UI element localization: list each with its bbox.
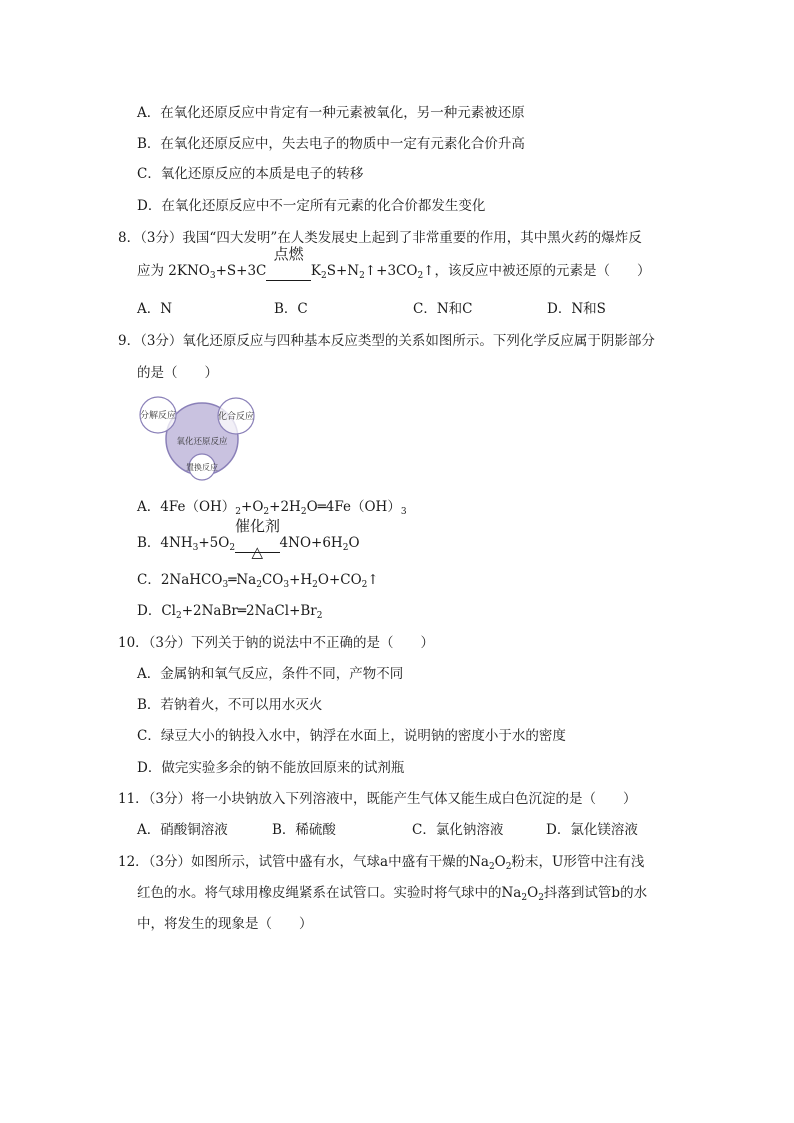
q10-option-b: B．若钠着火，不可以用水灭火 <box>137 697 323 713</box>
q12-stem-line3: 中，将发生的现象是（ ） <box>137 916 313 932</box>
q8-stem-line1: 8．（3分）我国“四大发明”在人类发展史上起到了非常重要的作用，其中黑火药的爆炸反 <box>118 230 642 246</box>
q9-option-b-condition: 催化剂 △ <box>235 517 281 561</box>
q11-stem: 11．（3分）将一小块钠放入下列溶液中，既能产生气体又能生成白色沉淀的是（ ） <box>118 791 637 807</box>
q9-option-a: A．$4Fe(OH)_2+O_2+2H_2O═4Fe(OH)_3$ <box>137 499 407 517</box>
combination-label: 化合反应 <box>217 412 255 422</box>
q7-option-a: A．在氧化还原反应中肯定有一种元素被氧化，另一种元素被还原 <box>137 105 525 121</box>
q7-option-c: C．氧化还原反应的本质是电子的转移 <box>137 166 364 182</box>
venn-diagram <box>138 388 256 484</box>
q12-stem-line2: 红色的水。将气球用橡皮绳紧系在试管口。实验时将气球中的$Na_2O_2$抖落到试管b的水 <box>137 885 648 903</box>
q10-option-d: D．做完实验多余的钠不能放回原来的试剂瓶 <box>137 760 405 776</box>
q9-option-b: B．$4NH_3+5O_2$ 催化剂 △ $4NO+6H_2O$ <box>137 517 360 561</box>
q11-option-a: A．硝酸铜溶液 <box>137 822 228 838</box>
q9-option-d: D．$Cl_2+2NaBr═2NaCl+Br_2$ <box>137 603 323 621</box>
q10-option-c: C．绿豆大小的钠投入水中，钠浮在水面上，说明钠的密度小于水的密度 <box>137 728 566 744</box>
displacement-label: 置换反应 <box>186 463 218 472</box>
q8-option-c: C．N和C <box>413 301 473 317</box>
q11-option-b: B．稀硫酸 <box>272 822 336 838</box>
q11-option-c: C．氯化钠溶液 <box>412 822 504 838</box>
q8-option-a: A．N <box>137 301 173 317</box>
q11-option-d: D．氯化镁溶液 <box>546 822 638 838</box>
redox-label: 氧化还原反应 <box>176 437 228 447</box>
q8-option-b: B．C <box>274 301 308 317</box>
q7-option-b: B．在氧化还原反应中，失去电子的物质中一定有元素化合价升高 <box>137 136 525 152</box>
q10-option-a: A．金属钠和氧气反应，条件不同，产物不同 <box>137 666 404 682</box>
q7-option-d: D．在氧化还原反应中不一定所有元素的化合价都发生变化 <box>137 198 486 214</box>
q9-stem-line2: 的是（ ） <box>137 365 218 381</box>
q12-stem-line1: 12．（3分）如图所示，试管中盛有水，气球a中盛有干燥的$Na_2O_2$粉末，U形管中注有浅 <box>118 854 645 872</box>
decomposition-label: 分解反应 <box>139 411 177 421</box>
q9-option-c: C．$2NaHCO_3═Na_2CO_3+H_2O+CO_2↑$ <box>137 572 379 590</box>
q8-stem-line2: 应为 $2KNO_3+S+3C$ 点燃 $K_2S+N_2↑+3CO_2↑$，该反应中被还原的元素是（ ） <box>137 245 651 281</box>
q10-stem: 10．（3分）下列关于钠的说法中不正确的是（ ） <box>118 635 435 651</box>
q8-reaction-condition: 点燃 <box>266 262 311 281</box>
q9-stem-line1: 9．（3分）氧化还原反应与四种基本反应类型的关系如图所示。下列化学反应属于阴影部分 <box>118 333 655 349</box>
q8-option-d: D．N和S <box>547 301 606 317</box>
